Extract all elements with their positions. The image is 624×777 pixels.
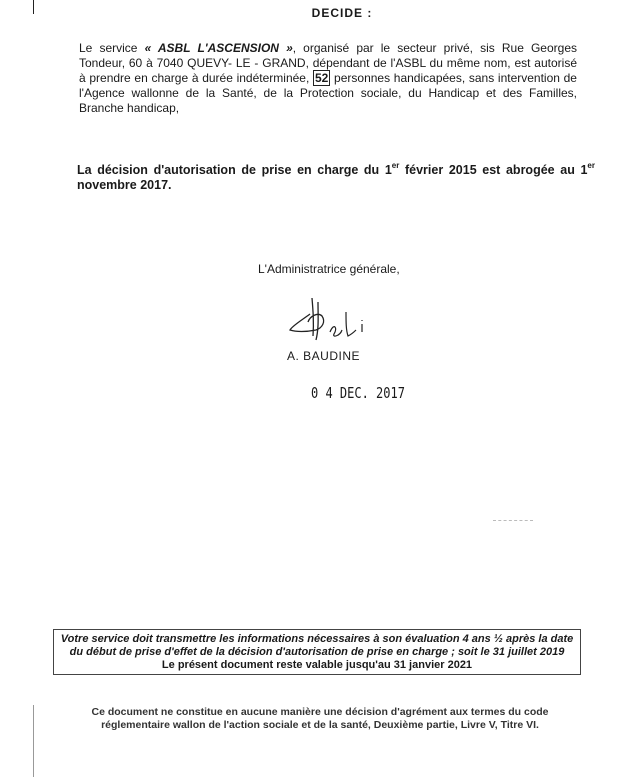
date-stamp: 0 4 DEC. 2017 [311, 384, 405, 402]
evaluation-notice-text: Votre service doit transmettre les informations nécessaires à son évaluation 4 ans ½ après la date du début de prise d'effet de la décision d'autorisation de prise en charge ; soit le 31 juillet 2019 [60, 633, 574, 658]
authorization-paragraph [79, 41, 577, 116]
decide-heading: DECIDE : [311, 6, 373, 20]
para2-sup1: er [391, 161, 400, 170]
para2-part3: novembre 2017. [77, 178, 172, 192]
capacity-count: 52 [315, 71, 329, 85]
evaluation-notice-box [53, 629, 581, 675]
abrogation-paragraph [77, 163, 595, 193]
service-name: « ASBL L'ASCENSION » [144, 41, 293, 55]
scan-artifact [493, 520, 533, 523]
disclaimer-text: Ce document ne constitue en aucune manière une décision d'agrément aux termes du code réglementaire wallon de l'action sociale et de la santé, Deuxième partie, Livre V, Titre VI. [91, 706, 549, 731]
validity-text: Le présent document reste valable jusqu'au 31 janvier 2021 [161, 659, 473, 671]
page-edge-line-lower [33, 705, 34, 777]
signatory-role: L'Administratrice générale, [258, 262, 400, 276]
para2-sup2: er [587, 161, 595, 170]
para1-rest: personnes handicapées, sans intervention de l'Agence wallonne de la Santé, de la Protection sociale, du Handicap et des Familles, Branche handicap, [79, 71, 577, 115]
para2-part2: février 2015 est abrogée au 1 [399, 163, 588, 177]
handwritten-signature [282, 292, 392, 350]
para1-address: , organisé par le secteur privé, sis Rue Georges Tondeur, 60 à 7040 QUEVY- LE - GRAND, dépendant de l'ASBL du même nom, est autorisé à prendre en charge à durée indéterminée, [79, 41, 577, 85]
para1-intro: Le service [79, 41, 145, 55]
signer-name: A. BAUDINE [287, 349, 361, 363]
para2-part1: La décision d'autorisation de prise en charge du 1 [77, 163, 392, 177]
